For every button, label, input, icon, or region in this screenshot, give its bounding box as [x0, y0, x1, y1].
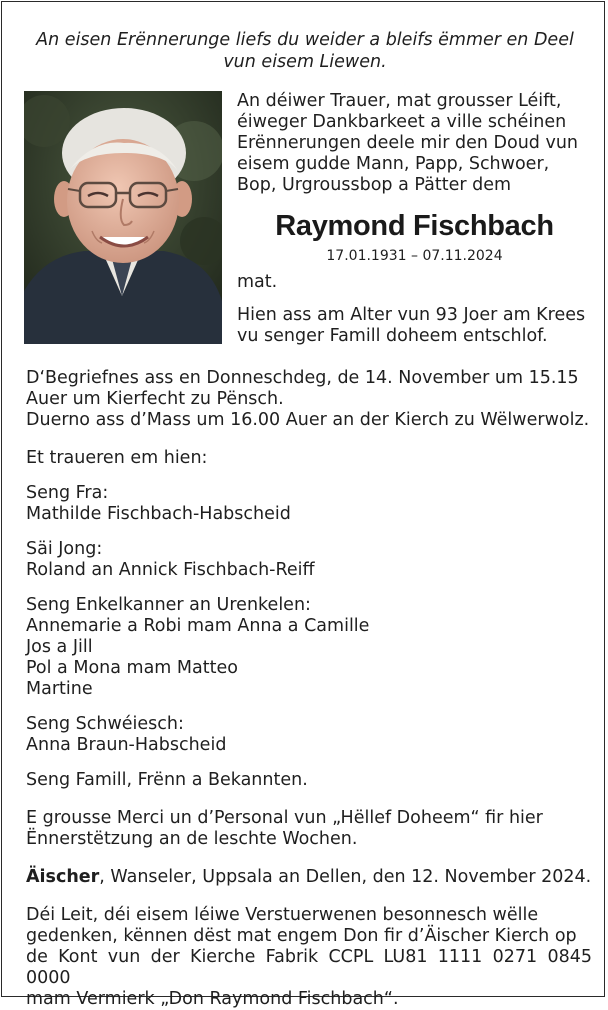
- family-name: Pol a Mona mam Matteo: [26, 658, 238, 678]
- donation-line: de Kont vun der Kierche Fabrik CCPL LU81 1111 0271 0845 0000: [26, 947, 592, 988]
- intro-line: Erënnerungen deele mir den Doud vun: [237, 133, 579, 153]
- family-name: Roland an Annick Fischbach-Reiff: [26, 560, 315, 580]
- intro-text: [237, 91, 592, 196]
- main-text: [26, 368, 592, 1010]
- obituary-frame: [1, 1, 605, 1009]
- intro-line: éiweger Dankbarkeet a ville schéinen: [237, 112, 567, 132]
- intro-line: An déiwer Trauer, mat grousser Léift,: [237, 91, 562, 111]
- thanks-text: [26, 808, 592, 850]
- mourners-intro: Et traueren em hien:: [26, 448, 208, 468]
- family-group: [26, 483, 592, 525]
- thanks-line: Ënnerstëtzung an de leschte Wochen.: [26, 829, 358, 849]
- family-group: [26, 595, 592, 700]
- death-line: Hien ass am Alter vun 93 Joer am Krees: [237, 305, 586, 325]
- place-rest: , Wanseler, Uppsala an Dellen, den 12. November 2024.: [99, 867, 592, 887]
- funeral-line: Duerno ass d’Mass um 16.00 Auer an der Kierch zu Wëlwerwolz.: [26, 410, 590, 430]
- others-line: Seng Famill, Frënn a Bekannten.: [26, 770, 308, 790]
- motto-line: vun eisem Liewen.: [223, 52, 387, 72]
- donation-text: [26, 905, 592, 1010]
- funeral-line: Auer um Kierfecht zu Pënsch.: [26, 389, 284, 409]
- death-line: vu senger Famill doheem entschlof.: [237, 326, 548, 346]
- life-dates: 17.01.1931 – 07.11.2024: [326, 248, 503, 264]
- death-notice: [237, 305, 597, 347]
- motto: [22, 29, 588, 73]
- mat-text: mat.: [237, 272, 278, 292]
- intro-line: Bop, Urgroussbop a Pätter dem: [237, 175, 512, 195]
- family-name: Mathilde Fischbach-Habscheid: [26, 504, 291, 524]
- family-group: [26, 714, 592, 756]
- family-label: Seng Schwéiesch:: [26, 714, 184, 734]
- portrait-illustration: [24, 91, 222, 344]
- family-name: Anna Braun-Habscheid: [26, 735, 227, 755]
- family-name: Martine: [26, 679, 93, 699]
- donation-line: Déi Leit, déi eisem léiwe Verstuerwenen besonnesch wëlle: [26, 905, 539, 925]
- deceased-name: Raymond Fischbach: [275, 210, 554, 242]
- portrait-photo: [24, 91, 222, 344]
- intro-line: eisem gudde Mann, Papp, Schwoer,: [237, 154, 550, 174]
- family-name: Annemarie a Robi mam Anna a Camille: [26, 616, 370, 636]
- place-date-line: [26, 867, 592, 888]
- funeral-info: [26, 368, 592, 431]
- thanks-line: E grousse Merci un d’Personal vun „Hëllef Doheem“ fir hier: [26, 808, 543, 828]
- family-label: Säi Jong:: [26, 539, 103, 559]
- family-group: [26, 539, 592, 581]
- place-bold: Äischer: [26, 867, 100, 887]
- family-name: Jos a Jill: [26, 637, 93, 657]
- donation-line: gedenken, kënnen dëst mat engem Don fir d’Äischer Kierch op: [26, 926, 577, 946]
- family-label: Seng Fra:: [26, 483, 109, 503]
- donation-line: mam Vermierk „Don Raymond Fischbach“.: [26, 989, 399, 1009]
- motto-line: An eisen Erënnerunge liefs du weider a bleifs ëmmer en Deel: [36, 30, 574, 50]
- family-label: Seng Enkelkanner an Urenkelen:: [26, 595, 311, 615]
- funeral-line: D‘Begriefnes ass en Donneschdeg, de 14. November um 15.15: [26, 368, 579, 388]
